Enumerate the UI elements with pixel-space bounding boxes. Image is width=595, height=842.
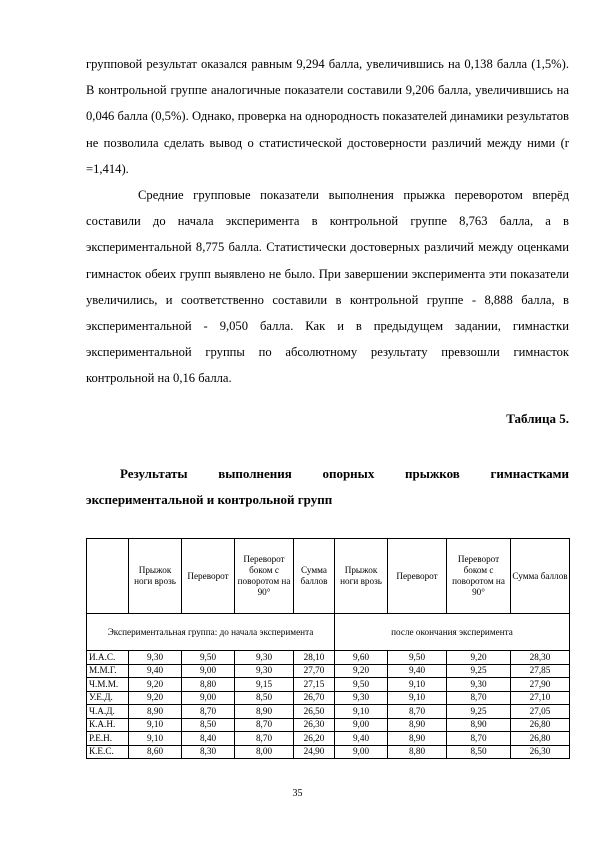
score-cell: 9,30: [235, 651, 294, 665]
paragraph-1: групповой результат оказался равным 9,294 балла, увеличившись на 0,138 балла (1,5%). В контрольной группе аналогичные показатели составили 9,206 балла, увеличившись на 0,046 балла (0,5%). Однако, проверка на однородность показателей динамики результатов не позволила сделать вывод о статистической достоверности различий между ними (r =1,414).: [86, 57, 569, 176]
score-cell: 26,30: [511, 745, 570, 759]
score-cell: 9,20: [129, 678, 182, 692]
athlete-name: М.М.Г.: [87, 664, 129, 678]
score-cell: 9,50: [335, 678, 388, 692]
score-cell: 8,60: [129, 745, 182, 759]
paragraph-2: Средние групповые показатели выполнения прыжка переворотом вперёд составили до начала эксперимента в контрольной группе 8,763 балла, а в экспериментальной 8,775 балла. Статистически достоверных различий между оценками гимнасток обеих групп выявлено не было. При завершении эксперимента эти показатели увеличились, и соответственно составили в контрольной группе - 8,888 балла, в экспериментальной - 9,050 балла. Как и в предыдущем задании, гимнастки экспериментальной группы по абсолютному результату превзошли гимнасток контрольной на 0,16 балла.: [86, 188, 569, 386]
table-row: [87, 678, 570, 692]
score-cell: 9,60: [335, 651, 388, 665]
athlete-name: Ч.А.Д.: [87, 705, 129, 719]
score-cell: 27,85: [511, 664, 570, 678]
score-cell: 8,80: [388, 745, 447, 759]
score-cell: 9,10: [129, 732, 182, 746]
score-cell: 9,10: [335, 705, 388, 719]
score-cell: 26,80: [511, 718, 570, 732]
score-cell: 26,50: [294, 705, 335, 719]
score-cell: 28,10: [294, 651, 335, 665]
score-cell: 27,10: [511, 691, 570, 705]
score-cell: 9,20: [129, 691, 182, 705]
table-title: Результаты выполнения опорных прыжков гимнастками экспериментальной и контрольной групп: [86, 466, 569, 507]
score-cell: 28,30: [511, 651, 570, 665]
score-cell: 8,70: [182, 705, 235, 719]
score-cell: 8,70: [235, 732, 294, 746]
score-cell: 8,50: [447, 745, 511, 759]
score-cell: 8,70: [447, 732, 511, 746]
score-cell: 9,10: [388, 691, 447, 705]
score-cell: 9,20: [447, 651, 511, 665]
score-cell: 9,50: [182, 651, 235, 665]
score-cell: 26,70: [294, 691, 335, 705]
header-cell: Сумма баллов: [511, 539, 570, 614]
results-table: [86, 538, 570, 759]
score-cell: 27,05: [511, 705, 570, 719]
table-row: [87, 718, 570, 732]
score-cell: 26,80: [511, 732, 570, 746]
score-cell: 9,10: [388, 678, 447, 692]
score-cell: 8,70: [388, 705, 447, 719]
group-row: [87, 614, 570, 651]
score-cell: 8,70: [235, 718, 294, 732]
score-cell: 24,90: [294, 745, 335, 759]
score-cell: 9,30: [129, 651, 182, 665]
score-cell: 8,50: [235, 691, 294, 705]
header-cell: Переворот боком с поворотом на 90°: [235, 539, 294, 614]
table-row: [87, 651, 570, 665]
score-cell: 9,30: [447, 678, 511, 692]
page-number: 35: [292, 788, 303, 799]
score-cell: 9,30: [235, 664, 294, 678]
table-row: [87, 745, 570, 759]
athlete-name: К.Е.С.: [87, 745, 129, 759]
group-label-after: после окончания эксперимента: [335, 614, 570, 651]
score-cell: 8,30: [182, 745, 235, 759]
score-cell: 26,20: [294, 732, 335, 746]
table-row: [87, 732, 570, 746]
header-cell: Переворот боком с поворотом на 90°: [447, 539, 511, 614]
score-cell: 9,25: [447, 664, 511, 678]
score-cell: 9,40: [388, 664, 447, 678]
score-cell: 8,90: [235, 705, 294, 719]
score-cell: 8,90: [388, 718, 447, 732]
header-cell: Переворот: [182, 539, 235, 614]
table-row: [87, 691, 570, 705]
score-cell: 8,90: [447, 718, 511, 732]
score-cell: 9,25: [447, 705, 511, 719]
header-cell: Прыжок ноги врозь: [335, 539, 388, 614]
score-cell: 9,40: [335, 732, 388, 746]
score-cell: 9,40: [129, 664, 182, 678]
score-cell: 9,15: [235, 678, 294, 692]
score-cell: 9,20: [335, 664, 388, 678]
header-cell: Сумма баллов: [294, 539, 335, 614]
header-cell: [87, 539, 129, 614]
score-cell: 9,00: [335, 718, 388, 732]
score-cell: 8,40: [182, 732, 235, 746]
score-cell: 9,00: [335, 745, 388, 759]
table-row: [87, 705, 570, 719]
score-cell: 8,80: [182, 678, 235, 692]
table-label: Таблица 5.: [506, 411, 569, 426]
score-cell: 8,90: [388, 732, 447, 746]
score-cell: 8,50: [182, 718, 235, 732]
header-cell: Переворот: [388, 539, 447, 614]
score-cell: 8,90: [129, 705, 182, 719]
score-cell: 9,00: [182, 691, 235, 705]
table-header-row: [87, 539, 570, 614]
score-cell: 9,10: [129, 718, 182, 732]
group-label-before: Экспериментальная группа: до начала эксперимента: [87, 614, 335, 651]
score-cell: 26,30: [294, 718, 335, 732]
score-cell: 9,50: [388, 651, 447, 665]
score-cell: 27,70: [294, 664, 335, 678]
score-cell: 27,90: [511, 678, 570, 692]
score-cell: 8,00: [235, 745, 294, 759]
header-cell: Прыжок ноги врозь: [129, 539, 182, 614]
score-cell: 8,70: [447, 691, 511, 705]
table-row: [87, 664, 570, 678]
score-cell: 9,30: [335, 691, 388, 705]
athlete-name: Ч.М.М.: [87, 678, 129, 692]
athlete-name: У.Е.Д.: [87, 691, 129, 705]
athlete-name: К.А.Н.: [87, 718, 129, 732]
body-text: [86, 51, 569, 392]
athlete-name: И.А.С.: [87, 651, 129, 665]
score-cell: 9,00: [182, 664, 235, 678]
score-cell: 27,15: [294, 678, 335, 692]
athlete-name: Р.Е.Н.: [87, 732, 129, 746]
